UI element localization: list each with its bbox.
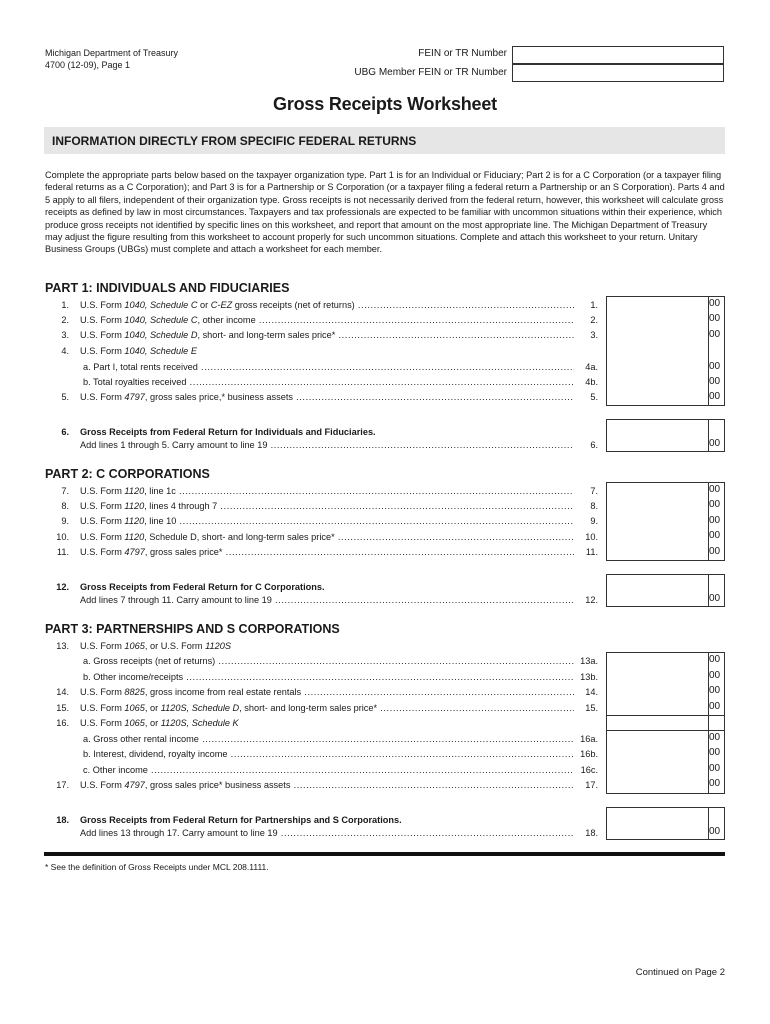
line-15-row: 15. U.S. Form 1065, or 1120S, Schedule D, short- and long-term sales price* .....: [44, 701, 574, 715]
line-17-label: 17.: [585, 780, 598, 790]
fein-label: FEIN or TR Number: [418, 48, 507, 59]
line-12-row: Add lines 7 through 11. Carry amount to line 19 .....: [44, 593, 574, 607]
line-8-row: 8. U.S. Form 1120, lines 4 through 7 .....: [44, 499, 574, 513]
line-9-row: 9. U.S. Form 1120, line 10 .....: [44, 514, 574, 528]
line-16c-row: c. Other income .....: [44, 763, 574, 777]
cents-11: 00: [709, 546, 721, 557]
line-9-label: 9.: [590, 516, 598, 526]
line-13a-row: a. Gross receipts (net of returns) .....: [44, 654, 574, 668]
cents-12: 00: [709, 593, 721, 604]
line-14-label: 14.: [585, 687, 598, 697]
cents-8: 00: [709, 499, 721, 510]
line-num: 6.: [61, 427, 69, 437]
line-7-row: 7. U.S. Form 1120, line 1c .....: [44, 484, 574, 498]
line-10-label: 10.: [585, 532, 598, 542]
cents-9: 00: [709, 515, 721, 526]
part2-heading: PART 2: C CORPORATIONS: [45, 467, 210, 481]
cents-4b: 00: [709, 376, 721, 387]
page-title: Gross Receipts Worksheet: [273, 94, 497, 114]
line-1-label: 1.: [590, 300, 598, 310]
line-12-label: 12.: [585, 595, 598, 605]
line-num: 2.: [61, 315, 69, 325]
line-num: 9.: [61, 516, 69, 526]
cents-16b: 00: [709, 747, 721, 758]
line-num: 11.: [56, 547, 69, 557]
cents-16a: 00: [709, 732, 721, 743]
line-num: 10.: [56, 532, 69, 542]
line-13-row: 13. U.S. Form 1065, or U.S. Form 1120S: [44, 639, 574, 653]
cents-13b: 00: [709, 670, 721, 681]
line-4a-row: a. Part I, total rents received .....: [44, 360, 574, 374]
cents-13a: 00: [709, 654, 721, 665]
line-12-title-row: 12. Gross Receipts from Federal Return for C Corporations.: [44, 580, 574, 594]
line-18-row: Add lines 13 through 17. Carry amount to line 19 .....: [44, 826, 574, 840]
cents-15: 00: [709, 701, 721, 712]
continued-note: Continued on Page 2: [635, 967, 725, 978]
line-10-row: 10. U.S. Form 1120, Schedule D, short- and long-term sales price* .....: [44, 530, 574, 544]
line-16a-row: a. Gross other rental income .....: [44, 732, 574, 746]
cents-3: 00: [709, 329, 721, 340]
line-14-row: 14. U.S. Form 8825, gross income from real estate rentals .....: [44, 685, 574, 699]
line-num: 17.: [56, 780, 69, 790]
ubg-fein-label: UBG Member FEIN or TR Number: [354, 67, 507, 78]
fein-input[interactable]: [512, 46, 724, 64]
line-16-row: 16. U.S. Form 1065, or 1120S, Schedule K: [44, 716, 574, 730]
line-3-label: 3.: [590, 330, 598, 340]
cents-10: 00: [709, 530, 721, 541]
cents-16c: 00: [709, 763, 721, 774]
cents-7: 00: [709, 484, 721, 495]
line-num: 4.: [61, 346, 69, 356]
line-16a-label: 16a.: [580, 734, 598, 744]
line-num: 14.: [56, 687, 69, 697]
line-num: 8.: [61, 501, 69, 511]
line-4a-label: 4a.: [585, 362, 598, 372]
line-6-row: Add lines 1 through 5. Carry amount to line 19 .....: [44, 438, 574, 452]
line-16c-label: 16c.: [580, 765, 598, 775]
line-13a-label: 13a.: [580, 656, 598, 666]
cents-18: 00: [709, 826, 721, 837]
line-2-row: 2. U.S. Form 1040, Schedule C, other income .....: [44, 313, 574, 327]
cents-1: 00: [709, 298, 721, 309]
line-11-row: 11. U.S. Form 4797, gross sales price* .....: [44, 545, 574, 559]
line-4b-row: b. Total royalties received .....: [44, 375, 574, 389]
line-num: 1.: [61, 300, 69, 310]
line-5-row: 5. U.S. Form 4797, gross sales price,* business assets .....: [44, 390, 574, 404]
line-18-title-row: 18. Gross Receipts from Federal Return for Partnerships and S Corporations.: [44, 813, 574, 827]
line-num: 16.: [56, 718, 69, 728]
line-16b-row: b. Interest, dividend, royalty income .....: [44, 747, 574, 761]
line-4-row: 4. U.S. Form 1040, Schedule E: [44, 344, 574, 358]
part3-heading: PART 3: PARTNERSHIPS AND S CORPORATIONS: [45, 622, 340, 636]
line-7-label: 7.: [590, 486, 598, 496]
cents-6: 00: [709, 438, 721, 449]
line-6-label: 6.: [590, 440, 598, 450]
line-11-label: 11.: [585, 547, 598, 557]
line-6-title-row: 6. Gross Receipts from Federal Return for Individuals and Fiduciaries.: [44, 425, 574, 439]
cents-5: 00: [709, 391, 721, 402]
section-heading-band: [44, 127, 725, 154]
line-num: 3.: [61, 330, 69, 340]
section-heading: INFORMATION DIRECTLY FROM SPECIFIC FEDERAL RETURNS: [52, 134, 417, 148]
cents-4a: 00: [709, 361, 721, 372]
line-5-label: 5.: [590, 392, 598, 402]
footnote: * See the definition of Gross Receipts under MCL 208.1111.: [45, 862, 269, 872]
form-id: 4700 (12-09), Page 1: [45, 60, 131, 70]
line-2-label: 2.: [590, 315, 598, 325]
line-13b-label: 13b.: [580, 672, 598, 682]
line-15-label: 15.: [585, 703, 598, 713]
agency-name: Michigan Department of Treasury: [45, 48, 179, 58]
line-num: 5.: [61, 392, 69, 402]
ubg-fein-input[interactable]: [512, 64, 724, 82]
line-8-label: 8.: [590, 501, 598, 511]
cents-17: 00: [709, 778, 721, 789]
line-17-row: 17. U.S. Form 4797, gross sales price* business assets .....: [44, 778, 574, 792]
line-13b-row: b. Other income/receipts .....: [44, 670, 574, 684]
line-3-row: 3. U.S. Form 1040, Schedule D, short- and long-term sales price* .....: [44, 328, 574, 342]
section-divider: [44, 852, 725, 856]
line-18-label: 18.: [585, 828, 598, 838]
cents-14: 00: [709, 685, 721, 696]
line-4b-label: 4b.: [585, 377, 598, 387]
line-num: 12.: [56, 582, 69, 592]
cents-2: 00: [709, 313, 721, 324]
line-16b-label: 16b.: [580, 749, 598, 759]
line-num: 18.: [56, 815, 69, 825]
line-num: 15.: [56, 703, 69, 713]
line-num: 7.: [61, 486, 69, 496]
line-1-row: 1. U.S. Form 1040, Schedule C or C-EZ gross receipts (net of returns) .....: [44, 298, 574, 312]
part1-heading: PART 1: INDIVIDUALS AND FIDUCIARIES: [45, 281, 290, 295]
intro-paragraph: Complete the appropriate parts below based on the taxpayer organization type. Part 1 is for an Individual or Fiduciary; Part 2 is for a C Corporation (or a taxpayer filing federal returns as a C Corporation); and Part 3 is for a Partnership or S Corporation (or a taxpayer filing a federal return a Partnership or an S Corporation). Parts 4 and 5 apply to all filers, independent of their organization type. Gross receipts is not necessarily derived from the federal return, however, this worksheet will calculate gross receipts as defined by law in most circumstances. Taxpayers and tax professionals are expected to be familiar with uncommon situations within their experience, which produce gross receipts not identified by specific lines on this worksheet, and report that amount on the most appropriate line. The Michigan Department of Treasury may adjust the figure resulting from this worksheet to account properly for such uncommon situations. Complete and attach this worksheet to your return. Unitary Business Groups (UBGs) must complete and attach a worksheet for each member.: [45, 170, 725, 255]
line-num: 13.: [56, 641, 69, 651]
